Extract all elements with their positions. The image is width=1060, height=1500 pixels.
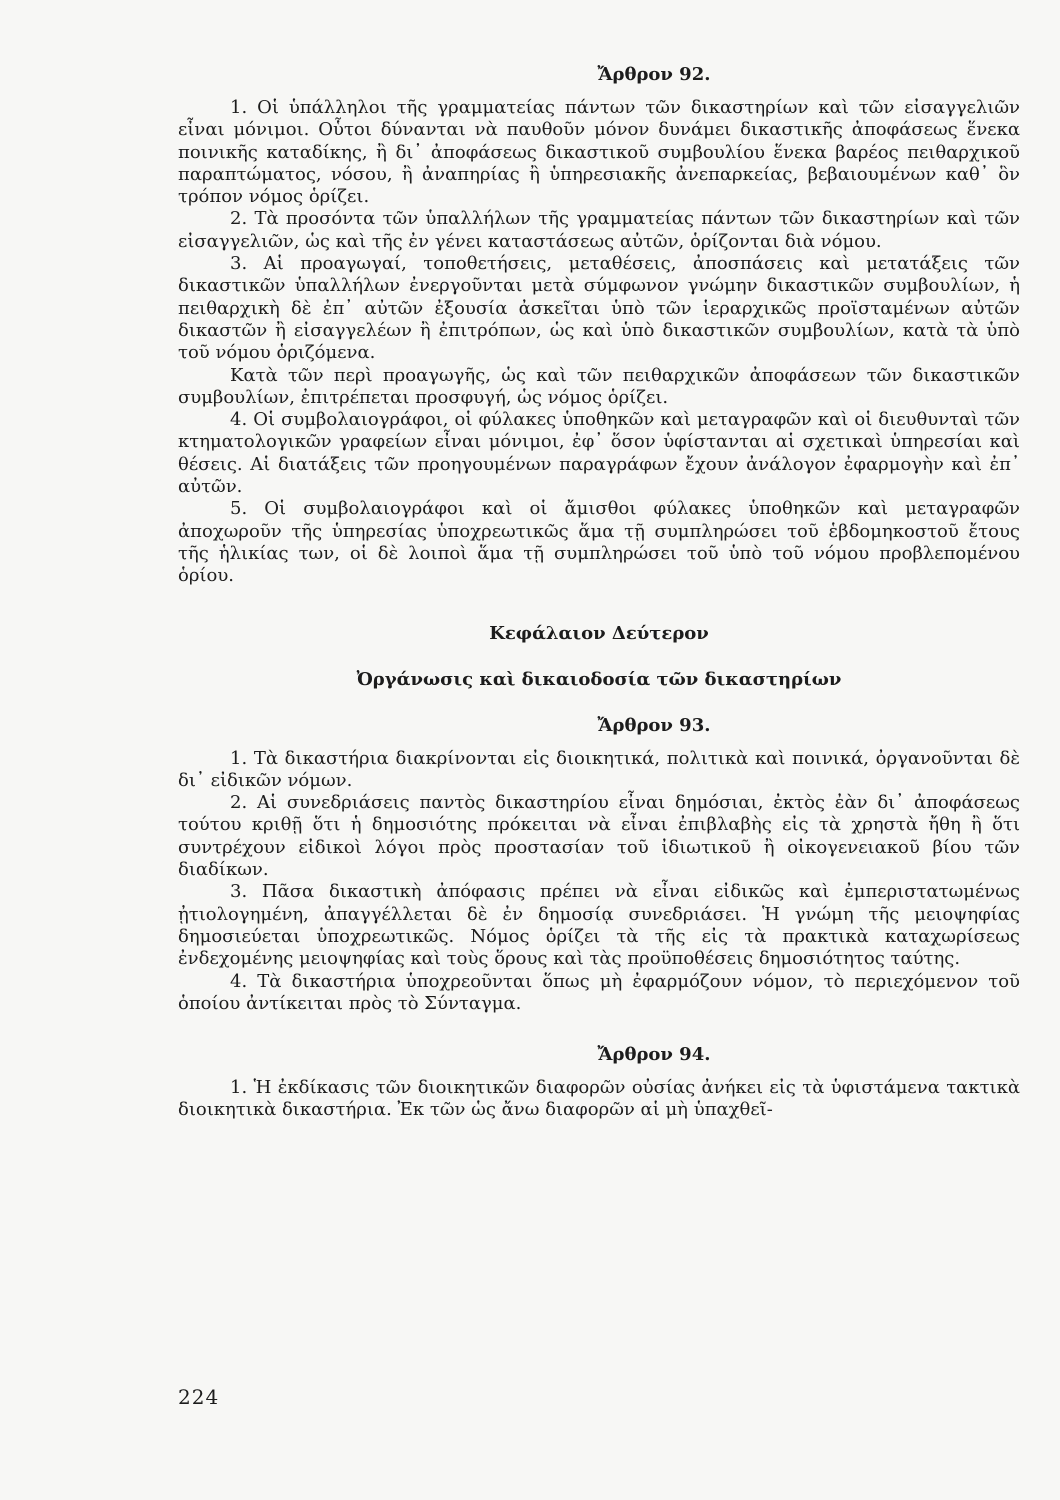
article-92-paragraph-5: 5. Οἱ συμβολαιογράφοι καὶ οἱ ἄμισθοι φύλακες ὑποθηκῶν καὶ μεταγραφῶν ἀποχωροῦν τῆς ὑπηρεσίας ὑποχρεωτικῶς ἅμα τῇ συμπληρώσει τοῦ ἑβδομηκοστοῦ ἔτους τῆς ἡλικίας των, οἱ δὲ λοιποὶ ἅμα τῇ συμπληρώσει τοῦ ὑπὸ τοῦ νόμου προβλεπομένου ὁρίου. xyxy=(178,498,1020,587)
article-94-heading: Ἄρθρον 94. xyxy=(597,1044,711,1066)
section-spacer xyxy=(178,1015,1020,1035)
article-93-heading: Ἄρθρον 93. xyxy=(597,714,711,736)
chapter-label: Κεφάλαιον Δεύτερον xyxy=(489,622,709,644)
page-body xyxy=(178,55,1020,1122)
article-93-paragraph-2: 2. Αἱ συνεδριάσεις παντὸς δικαστηρίου εἶναι δημόσιαι, ἐκτὸς ἐὰν δι᾿ ἀποφάσεως τούτου κριθῇ ὅτι ἡ δημοσιότης πρόκειται νὰ εἶναι ἐπιβλαβὴς εἰς τὰ χρηστὰ ἤθη ἢ ὅτι συντρέχουν εἰδικοὶ λόγοι πρὸς προστασίαν τοῦ ἰδιωτικοῦ ἢ οἰκογενειακοῦ βίου τῶν διαδίκων. xyxy=(178,792,1020,881)
article-92-paragraph-1: 1. Οἱ ὑπάλληλοι τῆς γραμματείας πάντων τῶν δικαστηρίων καὶ τῶν εἰσαγγελιῶν εἶναι μόνιμοι. Οὗτοι δύνανται νὰ παυθοῦν μόνον δυνάμει δικαστικῆς ἀποφάσεως ἕνεκα ποινικῆς καταδίκης, ἢ δι᾿ ἀποφάσεως δικαστικοῦ συμβουλίου ἕνεκα βαρέος πειθαρχικοῦ παραπτώματος, νόσου, ἢ ἀναπηρίας ἢ ὑπηρεσιακῆς ἀνεπαρκείας, βεβαιουμένων καθ᾿ ὃν τρόπον νόμος ὁρίζει. xyxy=(178,97,1020,208)
article-92-paragraph-2: 2. Τὰ προσόντα τῶν ὑπαλλήλων τῆς γραμματείας πάντων τῶν δικαστηρίων καὶ τῶν εἰσαγγελιῶν, ὡς καὶ τῆς ἐν γένει καταστάσεως αὐτῶν, ὁρίζονται διὰ νόμου. xyxy=(178,208,1020,252)
chapter-title: Ὀργάνωσις καὶ δικαιοδοσία τῶν δικαστηρίων xyxy=(356,668,842,690)
article-93-paragraph-4: 4. Τὰ δικαστήρια ὑποχρεοῦνται ὅπως μὴ ἐφαρμόζουν νόμον, τὸ περιεχόμενον τοῦ ὁποίου ἀντίκειται πρὸς τὸ Σύνταγμα. xyxy=(178,970,1020,1014)
article-93-paragraph-3: 3. Πᾶσα δικαστικὴ ἀπόφασις πρέπει νὰ εἶναι εἰδικῶς καὶ ἐμπεριστατωμένως ᾐτιολογημένη, ἀπαγγέλλεται δὲ ἐν δημοσίᾳ συνεδριάσει. Ἡ γνώμη τῆς μειοψηφίας δημοσιεύεται ὑποχρεωτικῶς. Νόμος ὁρίζει τὰ τῆς εἰς τὰ πρακτικὰ καταχωρίσεως ἐνδεχομένης μειοψηφίας καὶ τοὺς ὅρους καὶ τὰς προϋποθέσεις δημοσιότητος ταύτης. xyxy=(178,881,1020,970)
page-number: 224 xyxy=(178,1385,220,1409)
article-92-paragraph-3: 3. Αἱ προαγωγαί, τοποθετήσεις, μεταθέσεις, ἀποσπάσεις καὶ μετατάξεις τῶν δικαστικῶν ὑπαλλήλων ἐνεργοῦνται μετὰ σύμφωνον γνώμην δικαστικῶν συμβουλίων, ἡ πειθαρχικὴ δὲ ἐπ᾿ αὐτῶν ἐξουσία ἀσκεῖται ὑπὸ τῶν ἱεραρχικῶς προϊσταμένων αὐτῶν δικαστῶν ἢ εἰσαγγελέων ἢ ἐπιτρόπων, ὡς καὶ ὑπὸ δικαστικῶν συμβουλίων, κατὰ τὰ ὑπὸ τοῦ νόμου ὁριζόμενα. xyxy=(178,253,1020,364)
article-92-paragraph-4: 4. Οἱ συμβολαιογράφοι, οἱ φύλακες ὑποθηκῶν καὶ μεταγραφῶν καὶ οἱ διευθυνταὶ τῶν κτηματολογικῶν γραφείων εἶναι μόνιμοι, ἐφ᾿ ὅσον ὑφίστανται αἱ σχετικαὶ ὑπηρεσίαι καὶ θέσεις. Αἱ διατάξεις τῶν προηγουμένων παραγράφων ἔχουν ἀνάλογον ἐφαρμογὴν καὶ ἐπ᾿ αὐτῶν. xyxy=(178,409,1020,498)
article-94-paragraph-1: 1. Ἡ ἐκδίκασις τῶν διοικητικῶν διαφορῶν οὐσίας ἀνήκει εἰς τὰ ὑφιστάμενα τακτικὰ διοικητικὰ δικαστήρια. Ἐκ τῶν ὡς ἄνω διαφορῶν αἱ μὴ ὑπαχθεῖ- xyxy=(178,1077,1020,1121)
article-93-paragraph-1: 1. Τὰ δικαστήρια διακρίνονται εἰς διοικητικά, πολιτικὰ καὶ ποινικά, ὀργανοῦνται δὲ δι᾿ εἰδικῶν νόμων. xyxy=(178,747,1020,791)
article-92-paragraph-3b: Κατὰ τῶν περὶ προαγωγῆς, ὡς καὶ τῶν πειθαρχικῶν ἀποφάσεων τῶν δικαστικῶν συμβουλίων, ἐπιτρέπεται προσφυγή, ὡς νόμος ὁρίζει. xyxy=(178,364,1020,408)
article-92-heading: Ἄρθρον 92. xyxy=(597,64,711,85)
